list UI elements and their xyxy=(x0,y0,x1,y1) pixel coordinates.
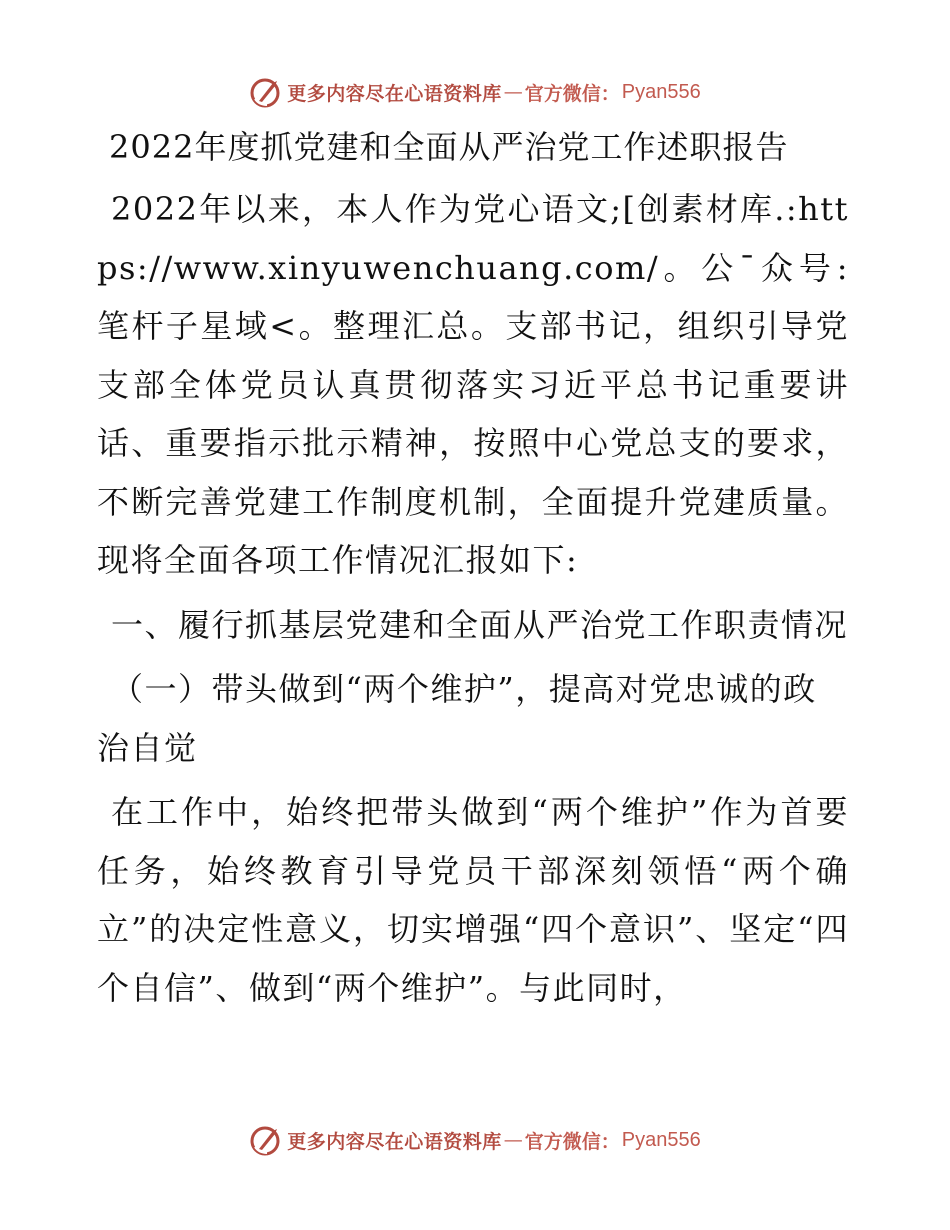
section-1-heading: 一、履行抓基层党建和全面从严治党工作职责情况 xyxy=(111,605,849,644)
watermark-separator: — xyxy=(503,81,523,103)
header-watermark xyxy=(0,72,950,112)
document-body xyxy=(97,118,849,1023)
watermark-text: 更多内容尽在心语资料库 xyxy=(287,82,502,105)
watermark-label: 官方微信： xyxy=(524,1130,620,1153)
watermark-separator: — xyxy=(503,1129,523,1151)
watermark-label: 官方微信： xyxy=(524,82,620,105)
quill-logo-icon xyxy=(249,1123,283,1157)
subsection-1-heading: （一）带头做到“两个维护”，提高对党忠诚的政治自觉 xyxy=(97,670,817,767)
document-title: 2022年度抓党建和全面从严治党工作述职报告 xyxy=(109,128,789,166)
intro-paragraph: 2022年以来，本人作为党心语文;[创素材库.:https://www.xinyuwenchuang.com/。公¯众号: 笔杆子星域<。整理汇总。支部书记，组织引导党支部全体党员认真贯彻落实习近平总书记重要讲话、重要指示批示精神，按照中心党总支的要求，不断完善党建工作制度机制，全面提升党建质量。现将全面各项工作情况汇报如下: xyxy=(97,190,849,579)
watermark-wechat-id: Pyan556 xyxy=(621,1128,701,1151)
quill-logo-icon xyxy=(249,75,283,109)
watermark-wechat-id: Pyan556 xyxy=(621,80,701,103)
footer-watermark xyxy=(0,1120,950,1160)
watermark-text: 更多内容尽在心语资料库 xyxy=(287,1130,502,1153)
subsection-1-paragraph: 在工作中，始终把带头做到“两个维护”作为首要任务，始终教育引导党员干部深刻领悟“两个确立”的决定性意义，切实增强“四个意识”、坚定“四个自信”、做到“两个维护”。与此同时， xyxy=(97,793,849,1007)
